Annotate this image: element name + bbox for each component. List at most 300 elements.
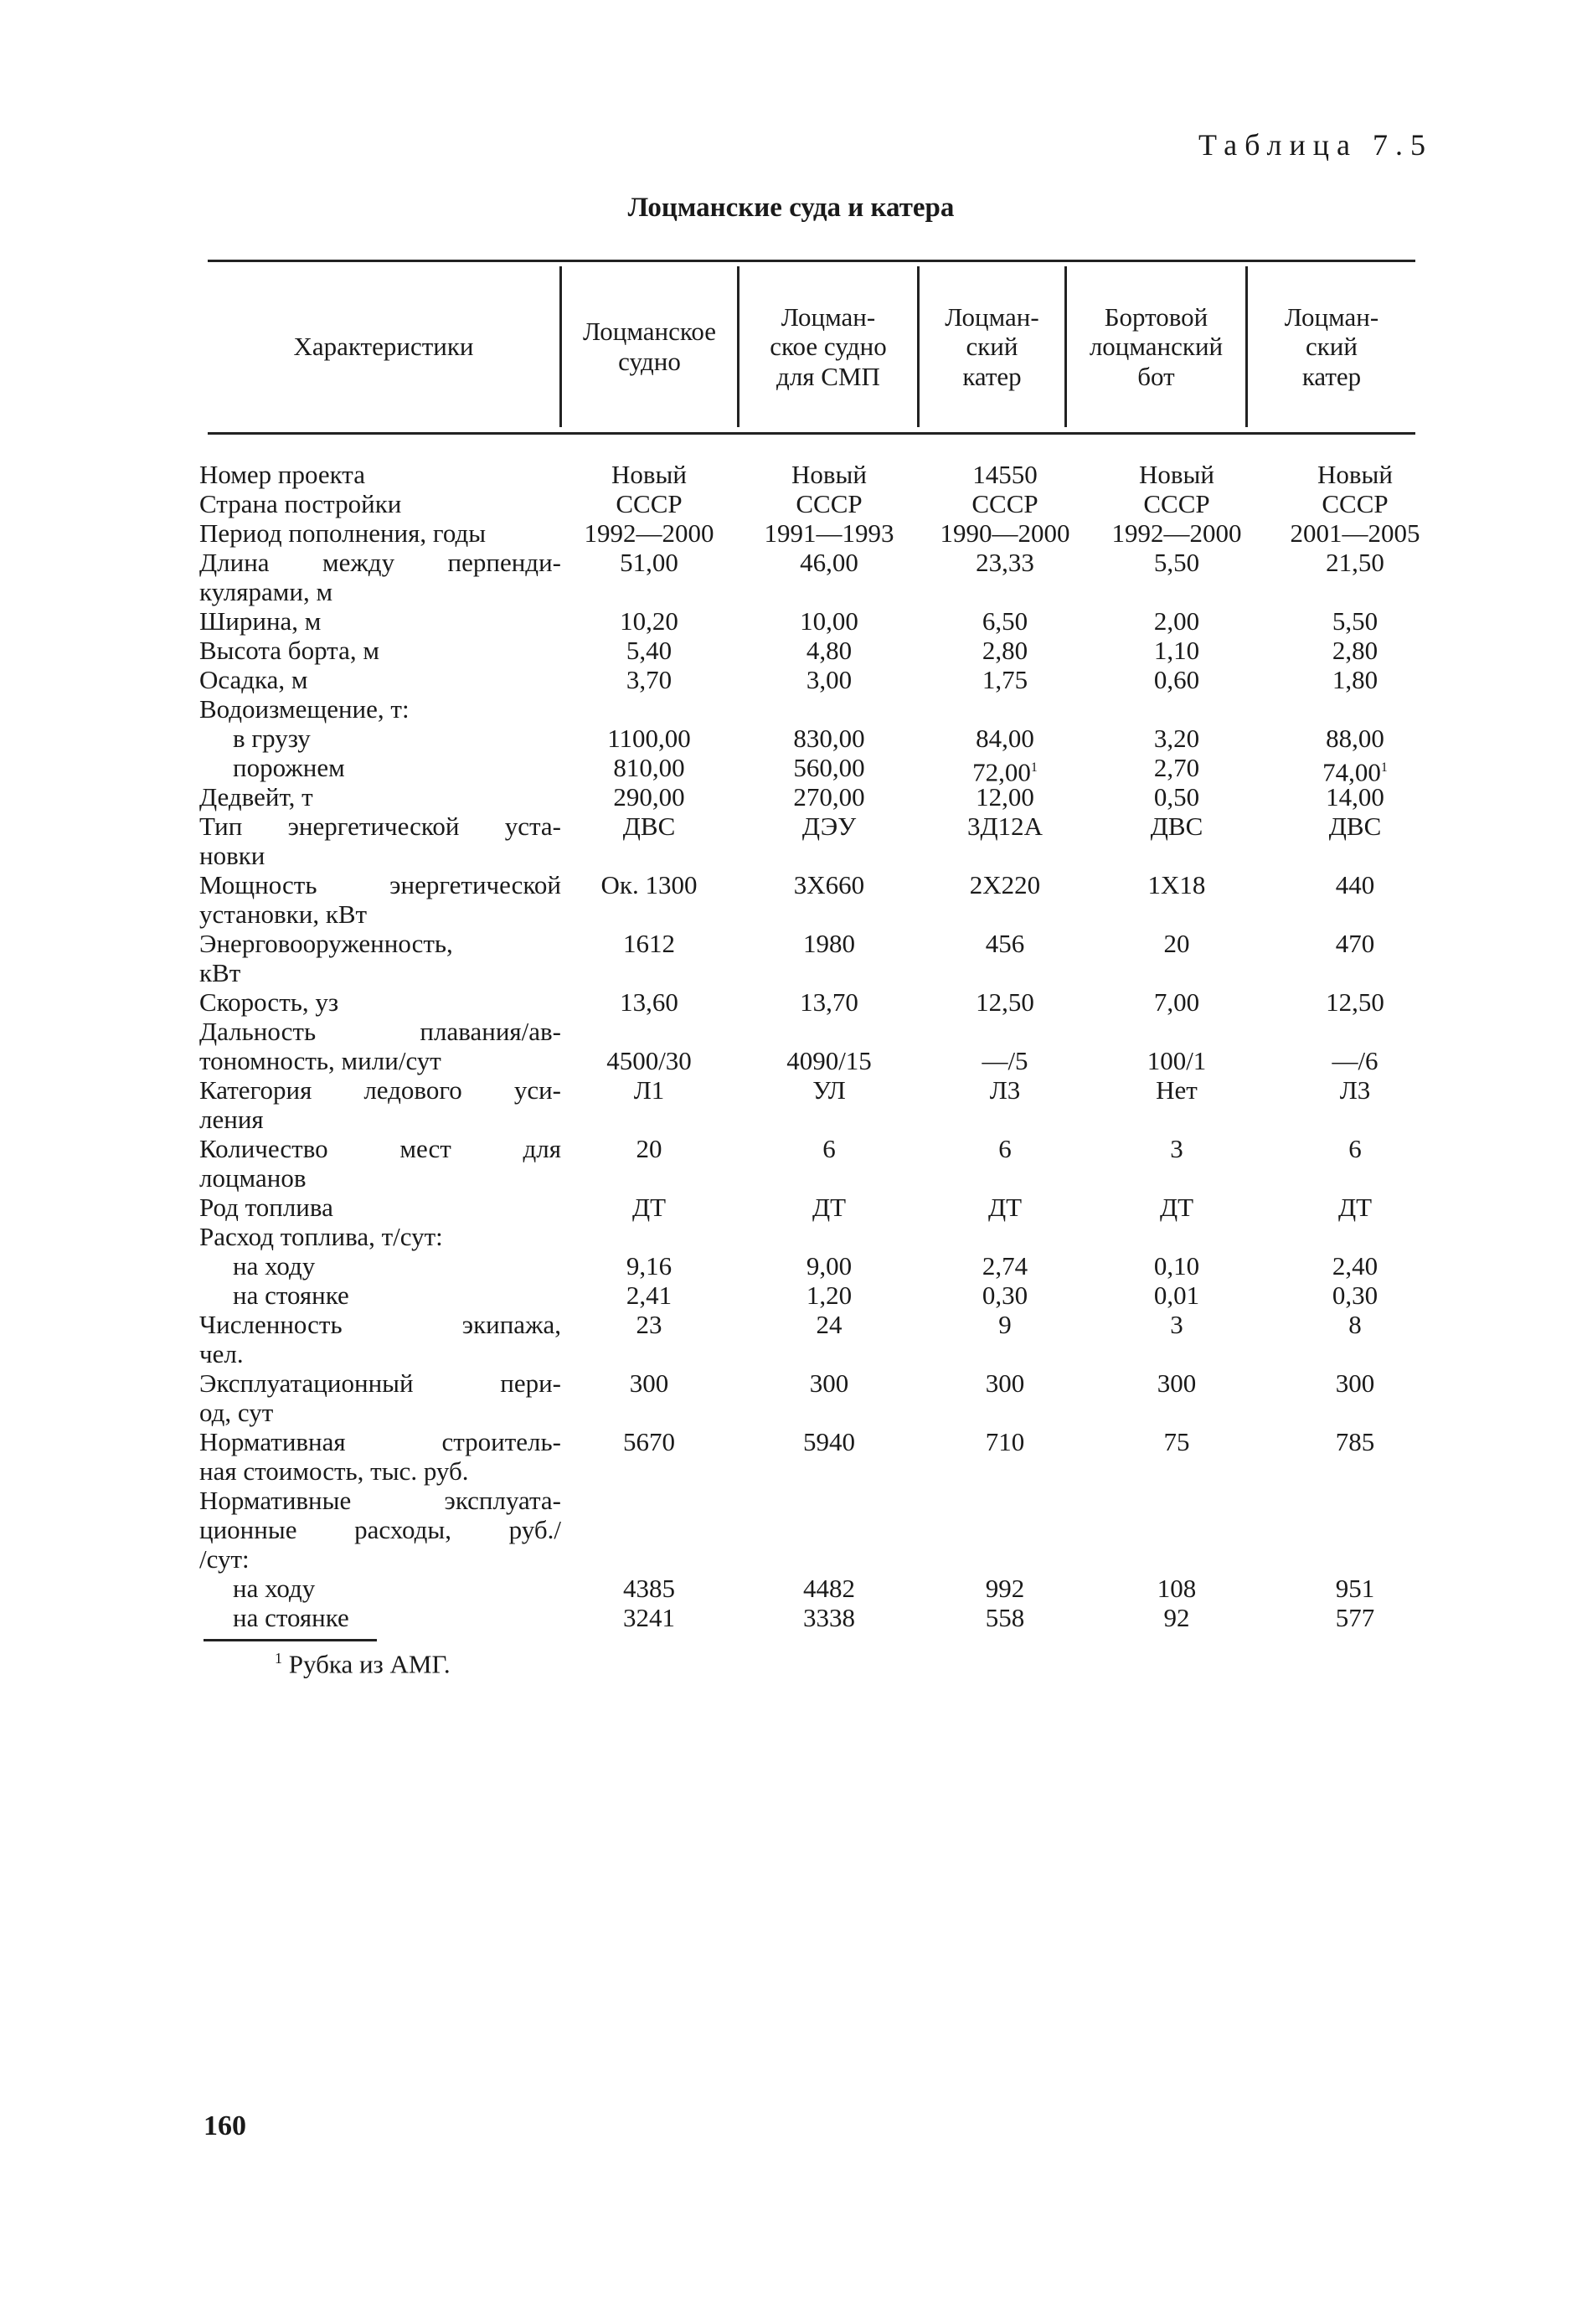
- row-label: порожнем: [233, 753, 345, 782]
- header-characteristics-text: Характеристики: [293, 332, 474, 362]
- row-value-text: 23: [636, 1310, 662, 1339]
- row-value-text: 1992—2000: [1111, 518, 1242, 548]
- row-value-text: 1100,00: [607, 724, 691, 753]
- table-row: [0, 1574, 1582, 1603]
- row-value-text: 1,10: [1153, 636, 1200, 665]
- row-value: [1267, 1603, 1443, 1632]
- row-value: [1089, 1193, 1265, 1222]
- row-value-text: 577: [1335, 1603, 1375, 1632]
- row-value: [1267, 812, 1443, 841]
- row-value-text: 2,80: [1332, 636, 1378, 665]
- table-row: [0, 841, 1582, 870]
- row-value: [561, 724, 737, 753]
- row-value: [741, 518, 917, 548]
- row-value: [741, 548, 917, 577]
- row-label: Осадка, м: [199, 665, 308, 694]
- row-value: [1267, 665, 1443, 694]
- row-value: [561, 665, 737, 694]
- row-value-text: 3: [1170, 1310, 1183, 1339]
- table-row: [0, 899, 1582, 929]
- table-row: [0, 577, 1582, 606]
- row-value-text: 0,10: [1153, 1251, 1200, 1281]
- row-value-text: 72,00: [972, 757, 1031, 787]
- row-value: [741, 489, 917, 518]
- row-label: Дальность плавания/ав-: [199, 1017, 561, 1046]
- table-row: [0, 518, 1582, 548]
- footnote-text: Рубка из АМГ.: [288, 1649, 451, 1679]
- row-value-text: ДТ: [987, 1193, 1023, 1222]
- header-col-3: [920, 266, 1064, 427]
- table-row: [0, 1486, 1582, 1515]
- row-value-text: 14,00: [1326, 782, 1384, 812]
- row-value: [1267, 1281, 1443, 1310]
- row-value-text: 1Х18: [1147, 870, 1206, 899]
- row-value: [917, 548, 1093, 577]
- row-value-text: 0,60: [1153, 665, 1200, 694]
- row-value-text: ДТ: [1159, 1193, 1194, 1222]
- row-label: Период пополнения, годы: [199, 518, 487, 548]
- row-value: [561, 782, 737, 812]
- row-value: [1089, 460, 1265, 489]
- row-value-text: 1,20: [806, 1281, 853, 1310]
- table-row: [0, 1281, 1582, 1310]
- row-value-text: 7,00: [1153, 987, 1200, 1017]
- row-value: [561, 870, 737, 899]
- row-value: [1089, 489, 1265, 518]
- table-row: [0, 1222, 1582, 1251]
- row-value: [917, 1193, 1093, 1222]
- row-value-text: 456: [985, 929, 1025, 958]
- row-value-text: 6: [822, 1134, 836, 1163]
- row-value-text: —/5: [982, 1046, 1028, 1075]
- table-row: [0, 1251, 1582, 1281]
- row-label: кВт: [199, 958, 241, 987]
- table-row: [0, 987, 1582, 1017]
- row-label: Длина между перпенди-: [199, 548, 561, 577]
- row-value: [561, 1427, 737, 1456]
- row-label: новки: [199, 841, 265, 870]
- row-value-text: 75: [1163, 1427, 1190, 1456]
- table-row: [0, 1193, 1582, 1222]
- row-value-text: 2,00: [1153, 606, 1200, 636]
- row-value-text: 46,00: [800, 548, 858, 577]
- row-value-text: ДТ: [1337, 1193, 1373, 1222]
- row-value: [561, 987, 737, 1017]
- row-label: Численность экипажа,: [199, 1310, 561, 1339]
- table-row: [0, 1603, 1582, 1632]
- row-value-text: 300: [1157, 1368, 1197, 1398]
- row-value-text: 558: [985, 1603, 1025, 1632]
- row-value-text: 14550: [972, 460, 1038, 489]
- row-value-text: 5,40: [626, 636, 672, 665]
- row-value-text: 4482: [803, 1574, 855, 1603]
- row-value: [1089, 812, 1265, 841]
- table-row: [0, 782, 1582, 812]
- row-value-text: Нет: [1156, 1075, 1198, 1105]
- row-value: [741, 1075, 917, 1105]
- row-value-text: 951: [1335, 1574, 1375, 1603]
- table-row: [0, 1339, 1582, 1368]
- row-label: Эксплуатационный пери-: [199, 1368, 561, 1398]
- row-value: [1089, 1310, 1265, 1339]
- row-value-text: 270,00: [793, 782, 865, 812]
- row-value: [741, 1310, 917, 1339]
- table-row: [0, 694, 1582, 724]
- row-value: [561, 606, 737, 636]
- row-value: [1089, 753, 1265, 782]
- row-label: Нормативные эксплуата-: [199, 1486, 561, 1515]
- row-value-text: 6: [998, 1134, 1012, 1163]
- row-value-text: СССР: [971, 489, 1038, 518]
- row-label: тономность, мили/сут: [199, 1046, 441, 1075]
- row-value: [1089, 724, 1265, 753]
- header-col-1: [562, 266, 737, 427]
- row-value-text: Л3: [989, 1075, 1021, 1105]
- table-row: [0, 665, 1582, 694]
- row-value-text: 4385: [623, 1574, 675, 1603]
- row-value-text: Ок. 1300: [600, 870, 698, 899]
- table-row: [0, 929, 1582, 958]
- row-value: [741, 1046, 917, 1075]
- row-value: [917, 1134, 1093, 1163]
- row-value: [1267, 548, 1443, 577]
- row-value: [1089, 782, 1265, 812]
- row-value: [917, 460, 1093, 489]
- row-value: [1089, 1427, 1265, 1456]
- table-row: [0, 1310, 1582, 1339]
- row-value-text: 300: [809, 1368, 849, 1398]
- table-row: [0, 1368, 1582, 1398]
- row-value: [917, 870, 1093, 899]
- row-value: [917, 518, 1093, 548]
- row-value: [561, 1603, 737, 1632]
- row-value-text: 0,01: [1153, 1281, 1200, 1310]
- row-value-text: 13,70: [800, 987, 858, 1017]
- row-value: [917, 1251, 1093, 1281]
- row-value-text: 992: [985, 1574, 1025, 1603]
- row-value-text: 440: [1335, 870, 1375, 899]
- table-title: Лоцманские суда и катера: [627, 193, 955, 223]
- header-col-2-text: Лоцман- ское судно для СМП: [770, 301, 887, 391]
- footnote-ref: 1: [1380, 760, 1388, 775]
- row-label: Ширина, м: [199, 606, 322, 636]
- row-value: [741, 1368, 917, 1398]
- row-value-text: УЛ: [812, 1075, 846, 1105]
- row-value-text: 10,20: [620, 606, 678, 636]
- row-value: [1089, 665, 1265, 694]
- row-value: [917, 1046, 1093, 1075]
- row-value-text: 470: [1335, 929, 1375, 958]
- row-value-text: 3241: [623, 1603, 675, 1632]
- row-label: в грузу: [233, 724, 311, 753]
- row-value-text: 84,00: [976, 724, 1034, 753]
- row-value-text: Новый: [1317, 460, 1393, 489]
- row-value: [1267, 1134, 1443, 1163]
- row-value-text: 3,20: [1153, 724, 1200, 753]
- row-value: [1089, 987, 1265, 1017]
- row-value-text: 12,50: [976, 987, 1034, 1017]
- row-value: [1089, 1368, 1265, 1398]
- table-row: [0, 724, 1582, 753]
- row-value: [741, 1427, 917, 1456]
- row-value: [741, 460, 917, 489]
- row-value: [1267, 870, 1443, 899]
- row-value: [1267, 987, 1443, 1017]
- row-value: [1267, 518, 1443, 548]
- row-value-text: СССР: [1143, 489, 1210, 518]
- row-value-text: 710: [985, 1427, 1025, 1456]
- row-value: [1267, 460, 1443, 489]
- row-label: од, сут: [199, 1398, 274, 1427]
- row-value-text: 0,30: [1332, 1281, 1378, 1310]
- row-value: [741, 753, 917, 782]
- row-value: [741, 929, 917, 958]
- row-value: [917, 1603, 1093, 1632]
- row-value: [561, 460, 737, 489]
- table-row: [0, 1515, 1582, 1544]
- row-label: установки, кВт: [199, 899, 368, 929]
- row-value-text: 1991—1993: [764, 518, 894, 548]
- row-label: на ходу: [233, 1574, 316, 1603]
- row-label: на стоянке: [233, 1281, 349, 1310]
- row-value: [1267, 1368, 1443, 1398]
- row-value: [561, 1134, 737, 1163]
- row-value: [917, 665, 1093, 694]
- row-value: [1089, 1075, 1265, 1105]
- row-value: [917, 1281, 1093, 1310]
- row-label: Нормативная строитель-: [199, 1427, 561, 1456]
- row-value-text: 13,60: [620, 987, 678, 1017]
- row-value: [1089, 1134, 1265, 1163]
- row-value: [917, 929, 1093, 958]
- table-row: [0, 636, 1582, 665]
- row-value: [561, 1368, 737, 1398]
- row-value-text: 810,00: [613, 753, 685, 782]
- row-value: [741, 987, 917, 1017]
- row-label: Номер проекта: [199, 460, 365, 489]
- table-row: [0, 489, 1582, 518]
- row-value: [561, 1251, 737, 1281]
- table-row: [0, 1427, 1582, 1456]
- row-value: [561, 1281, 737, 1310]
- row-value: [741, 870, 917, 899]
- row-value-text: 830,00: [793, 724, 865, 753]
- row-value: [1089, 548, 1265, 577]
- row-value-text: 1,80: [1332, 665, 1378, 694]
- row-value-text: 2,80: [982, 636, 1028, 665]
- row-value: [917, 724, 1093, 753]
- row-value: [917, 782, 1093, 812]
- row-value: [1267, 1046, 1443, 1075]
- footnote-ref: 1: [1030, 760, 1038, 775]
- row-label: Категория ледового уси-: [199, 1075, 561, 1105]
- row-label: Расход топлива, т/сут:: [199, 1222, 443, 1251]
- row-value: [917, 636, 1093, 665]
- row-value: [1089, 1251, 1265, 1281]
- row-value: [1267, 1251, 1443, 1281]
- row-value: [917, 987, 1093, 1017]
- row-label: Водоизмещение, т:: [199, 694, 410, 724]
- row-value-text: 5670: [623, 1427, 675, 1456]
- row-value-text: 3,00: [806, 665, 853, 694]
- row-value: [561, 929, 737, 958]
- row-value: [741, 1574, 917, 1603]
- row-value-text: 9: [998, 1310, 1012, 1339]
- row-value: [741, 812, 917, 841]
- table-row: [0, 1046, 1582, 1075]
- row-value: [917, 812, 1093, 841]
- header-col-5: [1248, 266, 1415, 427]
- row-value-text: 100/1: [1147, 1046, 1207, 1075]
- row-value: [1267, 636, 1443, 665]
- row-value: [561, 489, 737, 518]
- row-label: ная стоимость, тыс. руб.: [199, 1456, 469, 1486]
- row-value-text: 4,80: [806, 636, 853, 665]
- row-label: Страна постройки: [199, 489, 402, 518]
- row-value-text: 2,41: [626, 1281, 672, 1310]
- row-value: [1267, 1310, 1443, 1339]
- row-value-text: 1612: [623, 929, 675, 958]
- row-value-text: 23,33: [976, 548, 1034, 577]
- table-row: [0, 1163, 1582, 1193]
- table-label: Таблица 7.5: [1198, 128, 1433, 162]
- row-value-text: 51,00: [620, 548, 678, 577]
- row-value: [1089, 1603, 1265, 1632]
- row-value-text: СССР: [796, 489, 863, 518]
- row-value-text: 24: [816, 1310, 843, 1339]
- row-value: [741, 1603, 917, 1632]
- table-row: [0, 460, 1582, 489]
- row-value-text: Новый: [791, 460, 867, 489]
- row-label: Тип энергетической уста-: [199, 812, 561, 841]
- row-value: [561, 812, 737, 841]
- row-value-text: 3338: [803, 1603, 855, 1632]
- row-value-text: Новый: [1139, 460, 1214, 489]
- row-label: Скорость, уз: [199, 987, 339, 1017]
- row-value: [741, 665, 917, 694]
- row-label: чел.: [199, 1339, 244, 1368]
- row-value: [561, 1193, 737, 1222]
- row-value-text: 3Д12А: [966, 812, 1044, 841]
- table-row: [0, 753, 1582, 787]
- row-value: [917, 489, 1093, 518]
- row-label: Энерговооруженность,: [199, 929, 453, 958]
- header-col-3-text: Лоцман- ский катер: [945, 301, 1039, 391]
- row-value: [1267, 929, 1443, 958]
- row-value-text: 2,74: [982, 1251, 1028, 1281]
- row-value: [741, 1251, 917, 1281]
- row-value: [561, 1075, 737, 1105]
- footnote: [275, 1641, 451, 1681]
- row-value: [1267, 1193, 1443, 1222]
- row-value-text: 6: [1348, 1134, 1362, 1163]
- row-value: [917, 1310, 1093, 1339]
- header-bottom-rule: [208, 432, 1415, 435]
- table-row: [0, 606, 1582, 636]
- row-label: ционные расходы, руб./: [199, 1515, 561, 1544]
- footnote-mark: 1: [275, 1650, 282, 1667]
- row-label: Количество мест для: [199, 1134, 561, 1163]
- row-value: [1267, 489, 1443, 518]
- row-value-text: 5,50: [1332, 606, 1378, 636]
- row-value: [1089, 929, 1265, 958]
- header-col-4-text: Бортовой лоцманский бот: [1089, 301, 1224, 391]
- row-value-text: 300: [629, 1368, 669, 1398]
- row-value-text: 5940: [803, 1427, 855, 1456]
- row-value: [1089, 1046, 1265, 1075]
- header-col-5-text: Лоцман- ский катер: [1284, 301, 1379, 391]
- row-value-text: 2Х220: [969, 870, 1041, 899]
- row-value-text: 6,50: [982, 606, 1028, 636]
- row-value: [1089, 870, 1265, 899]
- row-label: Высота борта, м: [199, 636, 379, 665]
- row-label: /сут:: [199, 1544, 250, 1574]
- row-value-text: ДТ: [631, 1193, 667, 1222]
- row-value: [561, 1574, 737, 1603]
- row-value-text: 12,00: [976, 782, 1034, 812]
- row-value: [917, 1368, 1093, 1398]
- row-value-text: СССР: [1322, 489, 1389, 518]
- table-top-rule: [208, 260, 1415, 262]
- row-value-text: 0,50: [1153, 782, 1200, 812]
- table-row: [0, 1105, 1582, 1134]
- table-row: [0, 548, 1582, 577]
- row-value: [1089, 636, 1265, 665]
- row-value: [1267, 1574, 1443, 1603]
- row-value-text: ДТ: [812, 1193, 847, 1222]
- row-value: [917, 1075, 1093, 1105]
- row-value: [561, 548, 737, 577]
- row-value: [1267, 782, 1443, 812]
- row-label: ления: [199, 1105, 264, 1134]
- row-value-text: 2,40: [1332, 1251, 1378, 1281]
- row-value-text: 88,00: [1326, 724, 1384, 753]
- row-label: кулярами, м: [199, 577, 333, 606]
- row-value-text: 1992—2000: [584, 518, 714, 548]
- row-value: [917, 1427, 1093, 1456]
- row-value-text: 2001—2005: [1290, 518, 1420, 548]
- row-value-text: 3Х660: [793, 870, 865, 899]
- row-value: [1267, 1075, 1443, 1105]
- row-value-text: 9,16: [626, 1251, 672, 1281]
- table-row: [0, 958, 1582, 987]
- row-value-text: 3,70: [626, 665, 672, 694]
- row-value-text: 1980: [803, 929, 855, 958]
- row-label: на стоянке: [233, 1603, 349, 1632]
- row-value: [917, 1574, 1093, 1603]
- row-value-text: 3: [1170, 1134, 1183, 1163]
- row-label: Дедвейт, т: [199, 782, 313, 812]
- row-value: [1267, 1427, 1443, 1456]
- row-value: [561, 1046, 737, 1075]
- page-number: 160: [204, 2110, 246, 2141]
- row-value-text: СССР: [616, 489, 683, 518]
- row-value-text: 785: [1335, 1427, 1375, 1456]
- row-value-text: Новый: [611, 460, 687, 489]
- row-value-text: 74,00: [1322, 757, 1381, 787]
- row-value-text: ДВС: [622, 812, 676, 841]
- row-value-text: Л3: [1339, 1075, 1371, 1105]
- row-label: лоцманов: [199, 1163, 307, 1193]
- row-value-text: 300: [985, 1368, 1025, 1398]
- row-value-text: 20: [636, 1134, 662, 1163]
- row-value: [1089, 1574, 1265, 1603]
- row-value: [1267, 606, 1443, 636]
- row-value-text: 5,50: [1153, 548, 1200, 577]
- row-value: [741, 636, 917, 665]
- row-value: [1089, 1281, 1265, 1310]
- row-value-text: 20: [1163, 929, 1190, 958]
